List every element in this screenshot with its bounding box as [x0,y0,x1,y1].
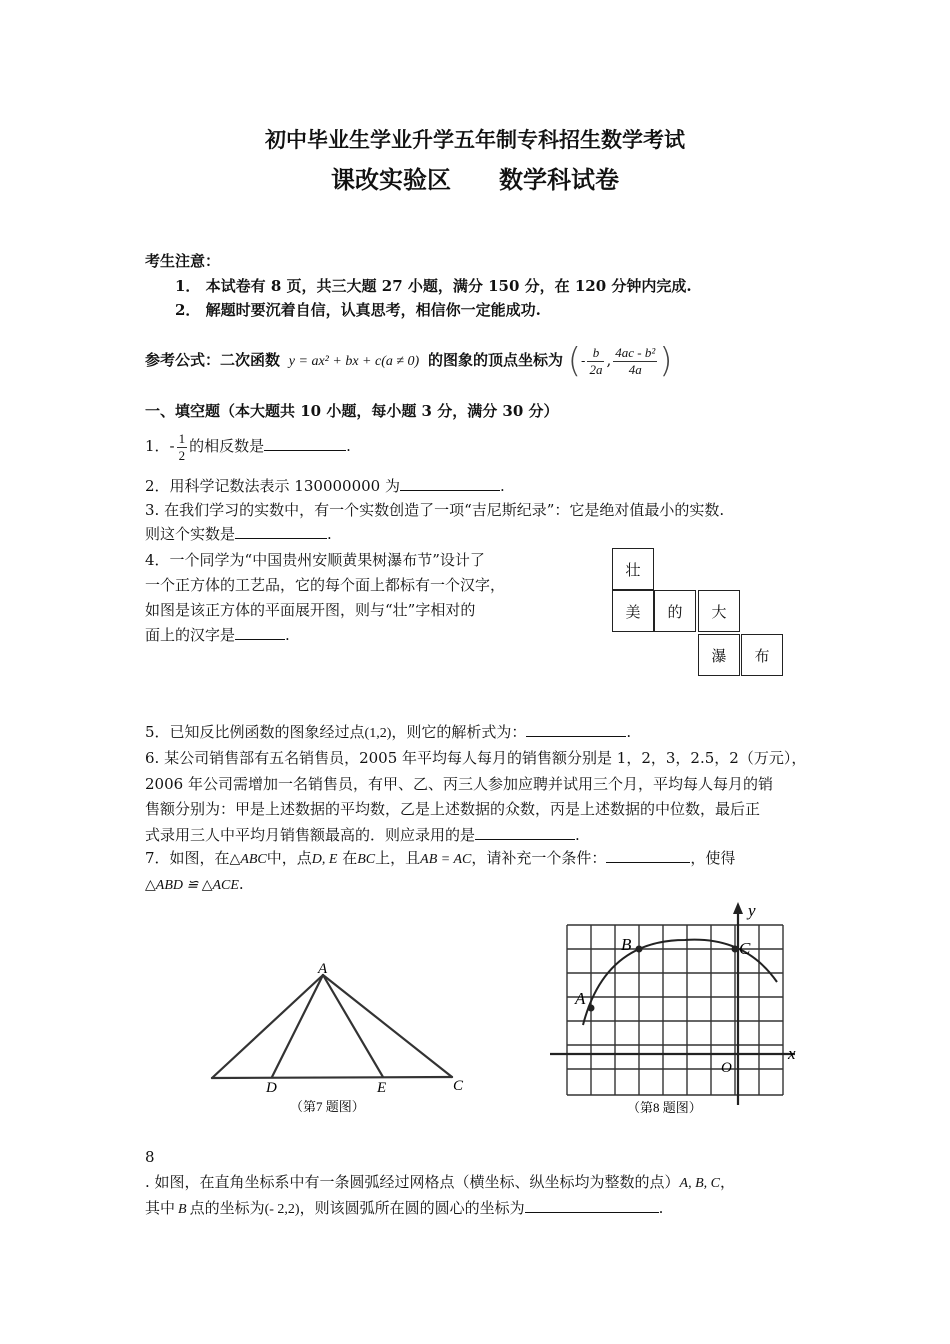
triangle-figure-7 [200,960,480,1120]
question-6-line-1: 6. 某公司销售部有五名销售员，2005 年平均每人每月的销售额分别是 1，2，3，2.5，2（万元）， [145,749,807,767]
label-c: C [453,1078,464,1094]
label-point-c: C [739,939,751,958]
question-4-line-3: 如图是该正方体的平面展开图，则与“壮”字相对的 [145,601,476,619]
notice-item-2: 2． 解题时要沉着自信，认真思考，相信你一定能成功. [175,301,541,319]
point-b [636,946,643,953]
figure-7-caption: （第7 题图） [290,1099,365,1114]
question-4-line-4: 面上的汉字是 . [145,626,290,644]
answer-blank-7[interactable] [606,848,690,863]
answer-blank-3[interactable] [235,524,327,539]
formula-mid: 的图象的顶点坐标为 [427,351,563,369]
coordinate-grid-figure-8 [545,900,815,1120]
answer-blank-4[interactable] [235,625,285,640]
label-d: D [266,1080,277,1096]
question-6-line-2: 2006 年公司需增加一名销售员，有甲、乙、丙三人参加应聘并试用三个月，平均每人每月的销 [145,775,773,793]
question-3-line-1: 3. 在我们学习的实数中，有一个实数创造了一项“吉尼斯纪录”：它是绝对值最小的实数. [145,501,725,519]
segment-ad [272,975,323,1077]
segment-ab [212,975,323,1078]
section-1-heading: 一、填空题（本大题共 10 小题，每小题 3 分，满分 30 分） [145,402,559,420]
question-4-line-1: 4．一个同学为“中国贵州安顺黄果树瀑布节”设计了 [145,551,485,569]
question-1: 1．- $\frac{1}{2}$ 的相反数是 . [145,430,351,463]
question-5: 5．已知反比例函数的图象经过点(1,2)，则它的解析式为： . [145,723,632,741]
cube-net-figure [612,548,787,680]
question-6-line-3: 售额分别为：甲是上述数据的平均数，乙是上述数据的众数，丙是上述数据的中位数，最后正 [145,800,761,818]
point-c [732,946,739,953]
point-a [588,1005,595,1012]
answer-blank-8[interactable] [525,1198,659,1213]
quadratic-expr: y = ax² + bx + c(a ≠ 0) [288,354,420,369]
question-2: 2．用科学记数法表示 130000000 为 . [145,477,505,495]
answer-blank-5[interactable] [526,722,626,737]
label-origin: O [721,1060,732,1076]
answer-blank-2[interactable] [400,476,500,491]
answer-blank-6[interactable] [475,825,575,840]
net-face-1: 壮 [612,548,654,590]
notice-item-1: 1． 本试卷有 8 页，共三大题 27 小题，满分 150 分，在 120 分钟内完成. [175,277,692,295]
y-axis-arrow [733,902,743,914]
formula-label: 参考公式：二次函数 [145,351,281,369]
exam-subtitle [0,160,950,195]
figure-8-caption: （第8 题图） [627,1100,702,1115]
label-x-axis: x [788,1044,796,1063]
formula-line: 参考公式：二次函数 y = ax² + bx + c(a ≠ 0) 的图象的顶点坐标为 (- $\frac{b}{2a}$ , $\frac{\text{4ac - b²}}{4a}$ ) [145,341,673,381]
question-8-line-2: 其中 B 点的坐标为(- 2,2)，则该圆弧所在圆的圆心的坐标为 . [145,1199,664,1217]
subtitle-right: 数学科试卷 [499,166,619,194]
net-face-5: 瀑 [698,634,740,676]
question-3-line-2: 则这个实数是 . [145,525,332,543]
label-a: A [318,961,328,977]
exam-title: 初中毕业生学业升学五年制专科招生数学考试 [265,128,685,152]
notice-heading: 考生注意： [145,252,221,270]
net-face-4: 大 [698,590,740,632]
question-7-line-1: 7．如图，在△ABC中，点D, E 在BC上，且AB = AC，请补充一个条件： ，使得 [145,849,736,867]
net-face-2: 美 [612,590,654,632]
segment-ae [323,975,383,1077]
question-8-number: 8 [145,1148,155,1166]
grid-lines [567,925,783,1095]
label-point-a: A [575,989,586,1008]
question-8-line-1: . 如图，在直角坐标系中有一条圆弧经过网格点（横坐标、纵坐标均为整数的点）A, B, C， [145,1173,736,1191]
question-4-line-2: 一个正方体的工艺品，它的每个面上都标有一个汉字， [145,576,506,594]
net-face-3: 的 [654,590,696,632]
net-face-6: 布 [741,634,783,676]
label-e: E [377,1080,387,1096]
segment-ac [323,975,452,1077]
question-6-line-4: 式录用三人中平均月销售额最高的．则应录用的是 . [145,826,580,844]
label-point-b: B [621,935,632,954]
segment-bc [212,1077,452,1078]
label-y-axis: y [748,901,756,920]
subtitle-left: 课改实验区 [331,166,451,194]
answer-blank-1[interactable] [264,436,346,451]
question-7-line-2: △ABD ≌ △ACE. [145,875,244,893]
